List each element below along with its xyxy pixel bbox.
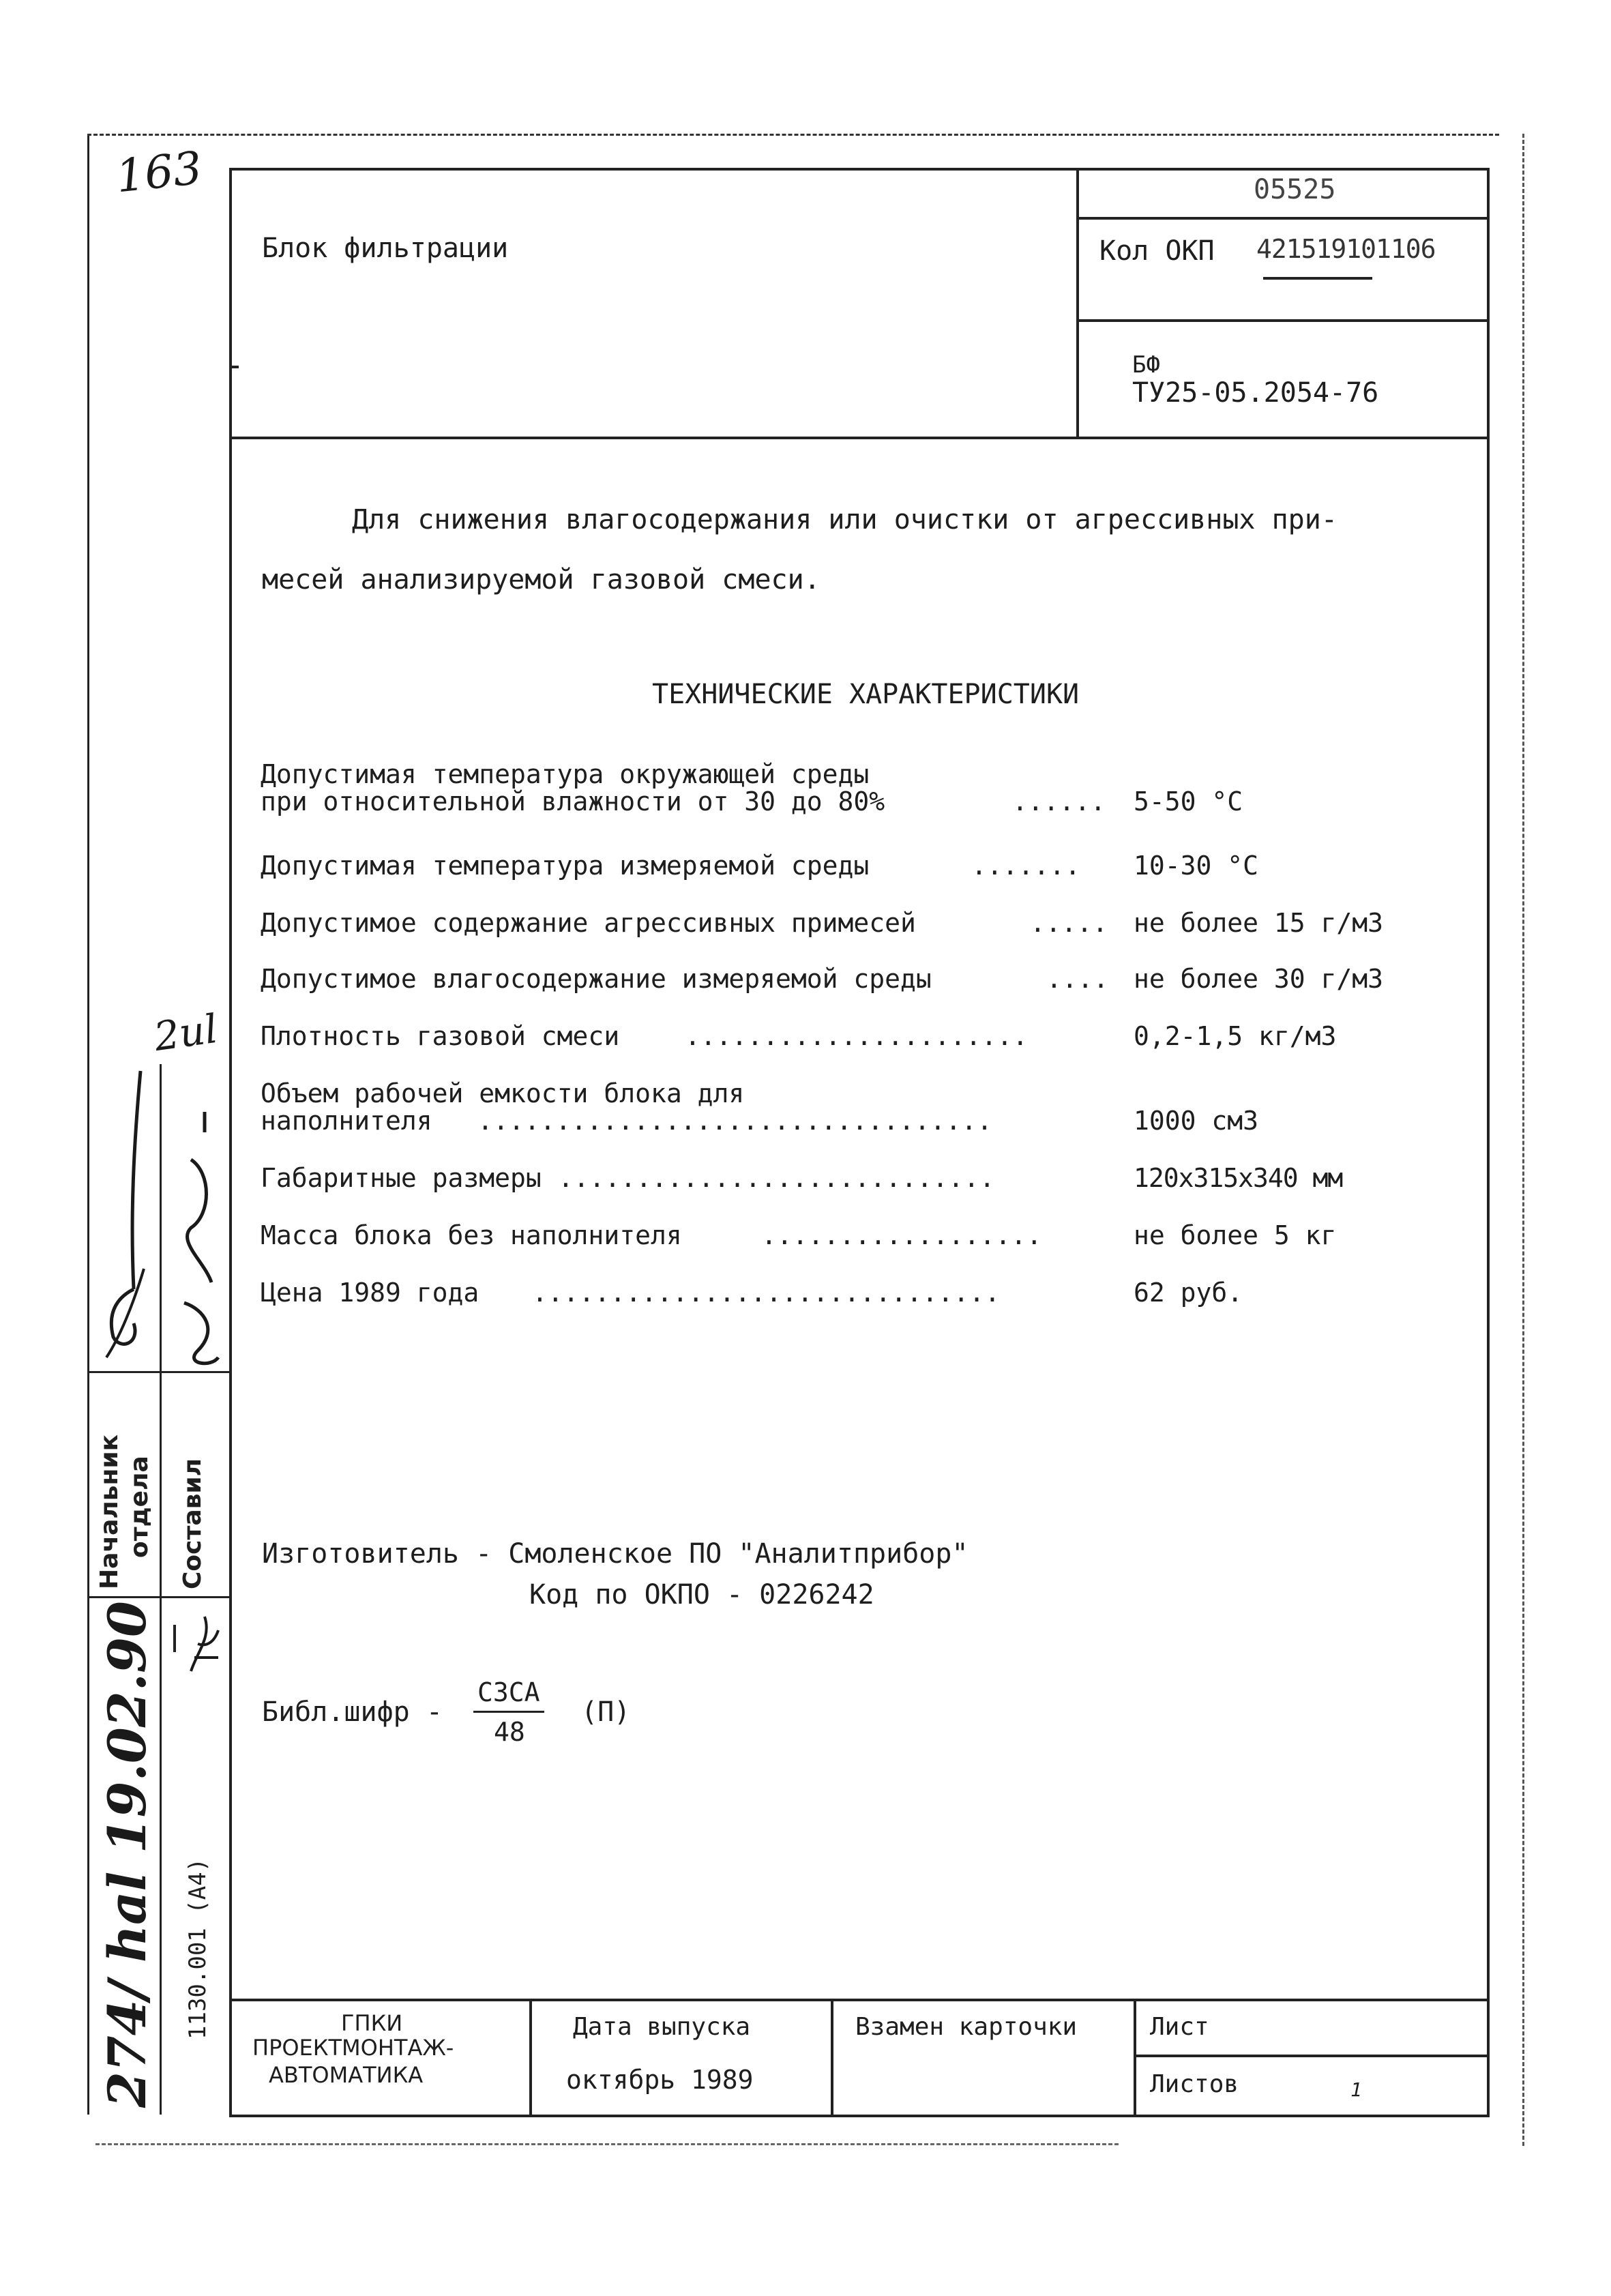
right-dashed-line [1522, 134, 1524, 2146]
spec-7-value: 120х315х340 мм [1134, 1163, 1343, 1193]
specs-heading: ТЕХНИЧЕСКИЕ ХАРАКТЕРИСТИКИ [652, 679, 1080, 710]
spec-3-value: не более 15 г/м3 [1134, 908, 1384, 938]
spec-2-label: Допустимая температура измеряемой среды [261, 851, 870, 881]
library-label: Библ.шифр - [262, 1696, 443, 1728]
left-margin-line [87, 135, 89, 2115]
top-dashed-line [87, 134, 1499, 136]
spec-9-label: Цена 1989 года [261, 1278, 479, 1308]
spec-4-label: Допустимое влагосодержание измеряемой среды [261, 964, 932, 994]
spec-9-value: 62 руб. [1134, 1278, 1243, 1308]
sidebar-hline-1 [87, 1371, 229, 1373]
footer-date-value: октябрь 1989 [566, 2065, 754, 2095]
intro-line-2: месей анализируемой газовой смеси. [262, 564, 821, 595]
sidebar-hline-2 [87, 1596, 229, 1598]
library-denominator: 48 [494, 1717, 525, 1747]
okp-label: Кол ОКП [1099, 235, 1215, 267]
library-fraction-bar [473, 1711, 544, 1713]
spec-1-label: Допустимая температура окружающей среды [261, 759, 870, 789]
footer-top-line [229, 1999, 1490, 2001]
manufacturer-line-2: Код по ОКПО - 0226242 [529, 1579, 874, 1610]
sidebar-form-code: 1130.001 (А4) [184, 1857, 211, 2040]
spec-6-dots: ................................. [477, 1106, 992, 1136]
spec-9-dots: .............................. [532, 1278, 1001, 1308]
header-left-tick [229, 366, 239, 368]
sidebar-composer-label: Составил [179, 1458, 207, 1589]
card-frame [229, 168, 1490, 2117]
intro-line-1: Для снижения влагосодержания или очистки от агрессивных при- [352, 504, 1337, 535]
card-title: Блок фильтрации [262, 233, 509, 264]
margin-note-handwriting: 2ul [151, 1005, 221, 1061]
footer-org-line-2: ПРОЕКТМОНТАЖ- [252, 2035, 454, 2061]
library-numerator: СЗСА [477, 1677, 540, 1707]
spec-6-value: 1000 см3 [1134, 1106, 1259, 1136]
library-suffix: (П) [581, 1696, 631, 1728]
spec-3-label: Допустимое содержание агрессивных примесей [261, 908, 916, 938]
footer-sheets-label: Листов [1150, 2070, 1239, 2098]
header-right-line-2 [1076, 319, 1490, 322]
card-abbr: БФ [1132, 351, 1160, 379]
spec-4-value: не более 30 г/м3 [1134, 964, 1384, 994]
spec-2-value: 10-30 °С [1134, 851, 1259, 881]
page-number-handwriting: 163 [113, 141, 205, 203]
spec-8-label: Масса блока без наполнителя [261, 1220, 682, 1250]
footer-sheet-label: Лист [1150, 2013, 1209, 2041]
okp-underline [1263, 277, 1372, 280]
spec-1-value: 5-50 °С [1134, 786, 1243, 816]
footer-divider-2 [831, 1999, 833, 2117]
header-divider [1076, 168, 1079, 438]
bottom-dashed-line [95, 2143, 1119, 2145]
footer-sheets-value: 1 [1350, 2078, 1362, 2101]
spec-1-dots: ...... [1012, 786, 1106, 816]
spec-8-value: не более 5 кг [1134, 1220, 1337, 1250]
footer-divider-1 [529, 1999, 532, 2117]
card-code: 05525 [1254, 174, 1336, 205]
composer-initials [184, 1610, 225, 1678]
footer-right-mid-line [1134, 2055, 1490, 2057]
spec-2-dots: ....... [971, 851, 1081, 881]
composer-tick [173, 1625, 176, 1652]
header-right-line-1 [1076, 217, 1490, 220]
footer-org-line-3: АВТОМАТИКА [269, 2062, 424, 2088]
footer-divider-3 [1134, 1999, 1136, 2117]
registry-note-handwriting: 274/ hal 19.02.90 [97, 1601, 158, 2108]
spec-6-label-2: наполнителя [261, 1106, 432, 1136]
spec-5-label: Плотность газовой смеси [261, 1021, 620, 1051]
sidebar-head-label-1: Начальник [95, 1434, 123, 1589]
spec-1-label-2: при относительной влажности от 30 до 80% [261, 786, 885, 816]
spec-5-dots: ...................... [685, 1021, 1029, 1051]
head-signature [93, 1064, 161, 1364]
okp-code: 421519101106 [1256, 234, 1436, 264]
spec-8-dots: .................. [761, 1220, 1042, 1250]
card-tu: ТУ25-05.2054-76 [1132, 377, 1379, 409]
spec-4-dots: .... [1046, 964, 1109, 994]
spec-3-dots: ..... [1030, 908, 1108, 938]
spec-6-label: Объем рабочей емкости блока для [261, 1078, 745, 1108]
sidebar-head-label-2: отдела [125, 1456, 153, 1558]
footer-date-label: Дата выпуска [573, 2013, 751, 2041]
spec-5-value: 0,2-1,5 кг/м3 [1134, 1021, 1337, 1051]
footer-org-line-1: ГПКИ [341, 2010, 403, 2036]
manufacturer-line-1: Изготовитель - Смоленское ПО "Аналитприбор" [262, 1538, 969, 1570]
header-bottom-line [229, 437, 1490, 439]
spec-7-label: Габаритные размеры [261, 1163, 542, 1193]
composer-signature [164, 1105, 229, 1371]
footer-replace-label: Взамен карточки [855, 2013, 1078, 2041]
spec-7-dots: ............................ [558, 1163, 995, 1193]
